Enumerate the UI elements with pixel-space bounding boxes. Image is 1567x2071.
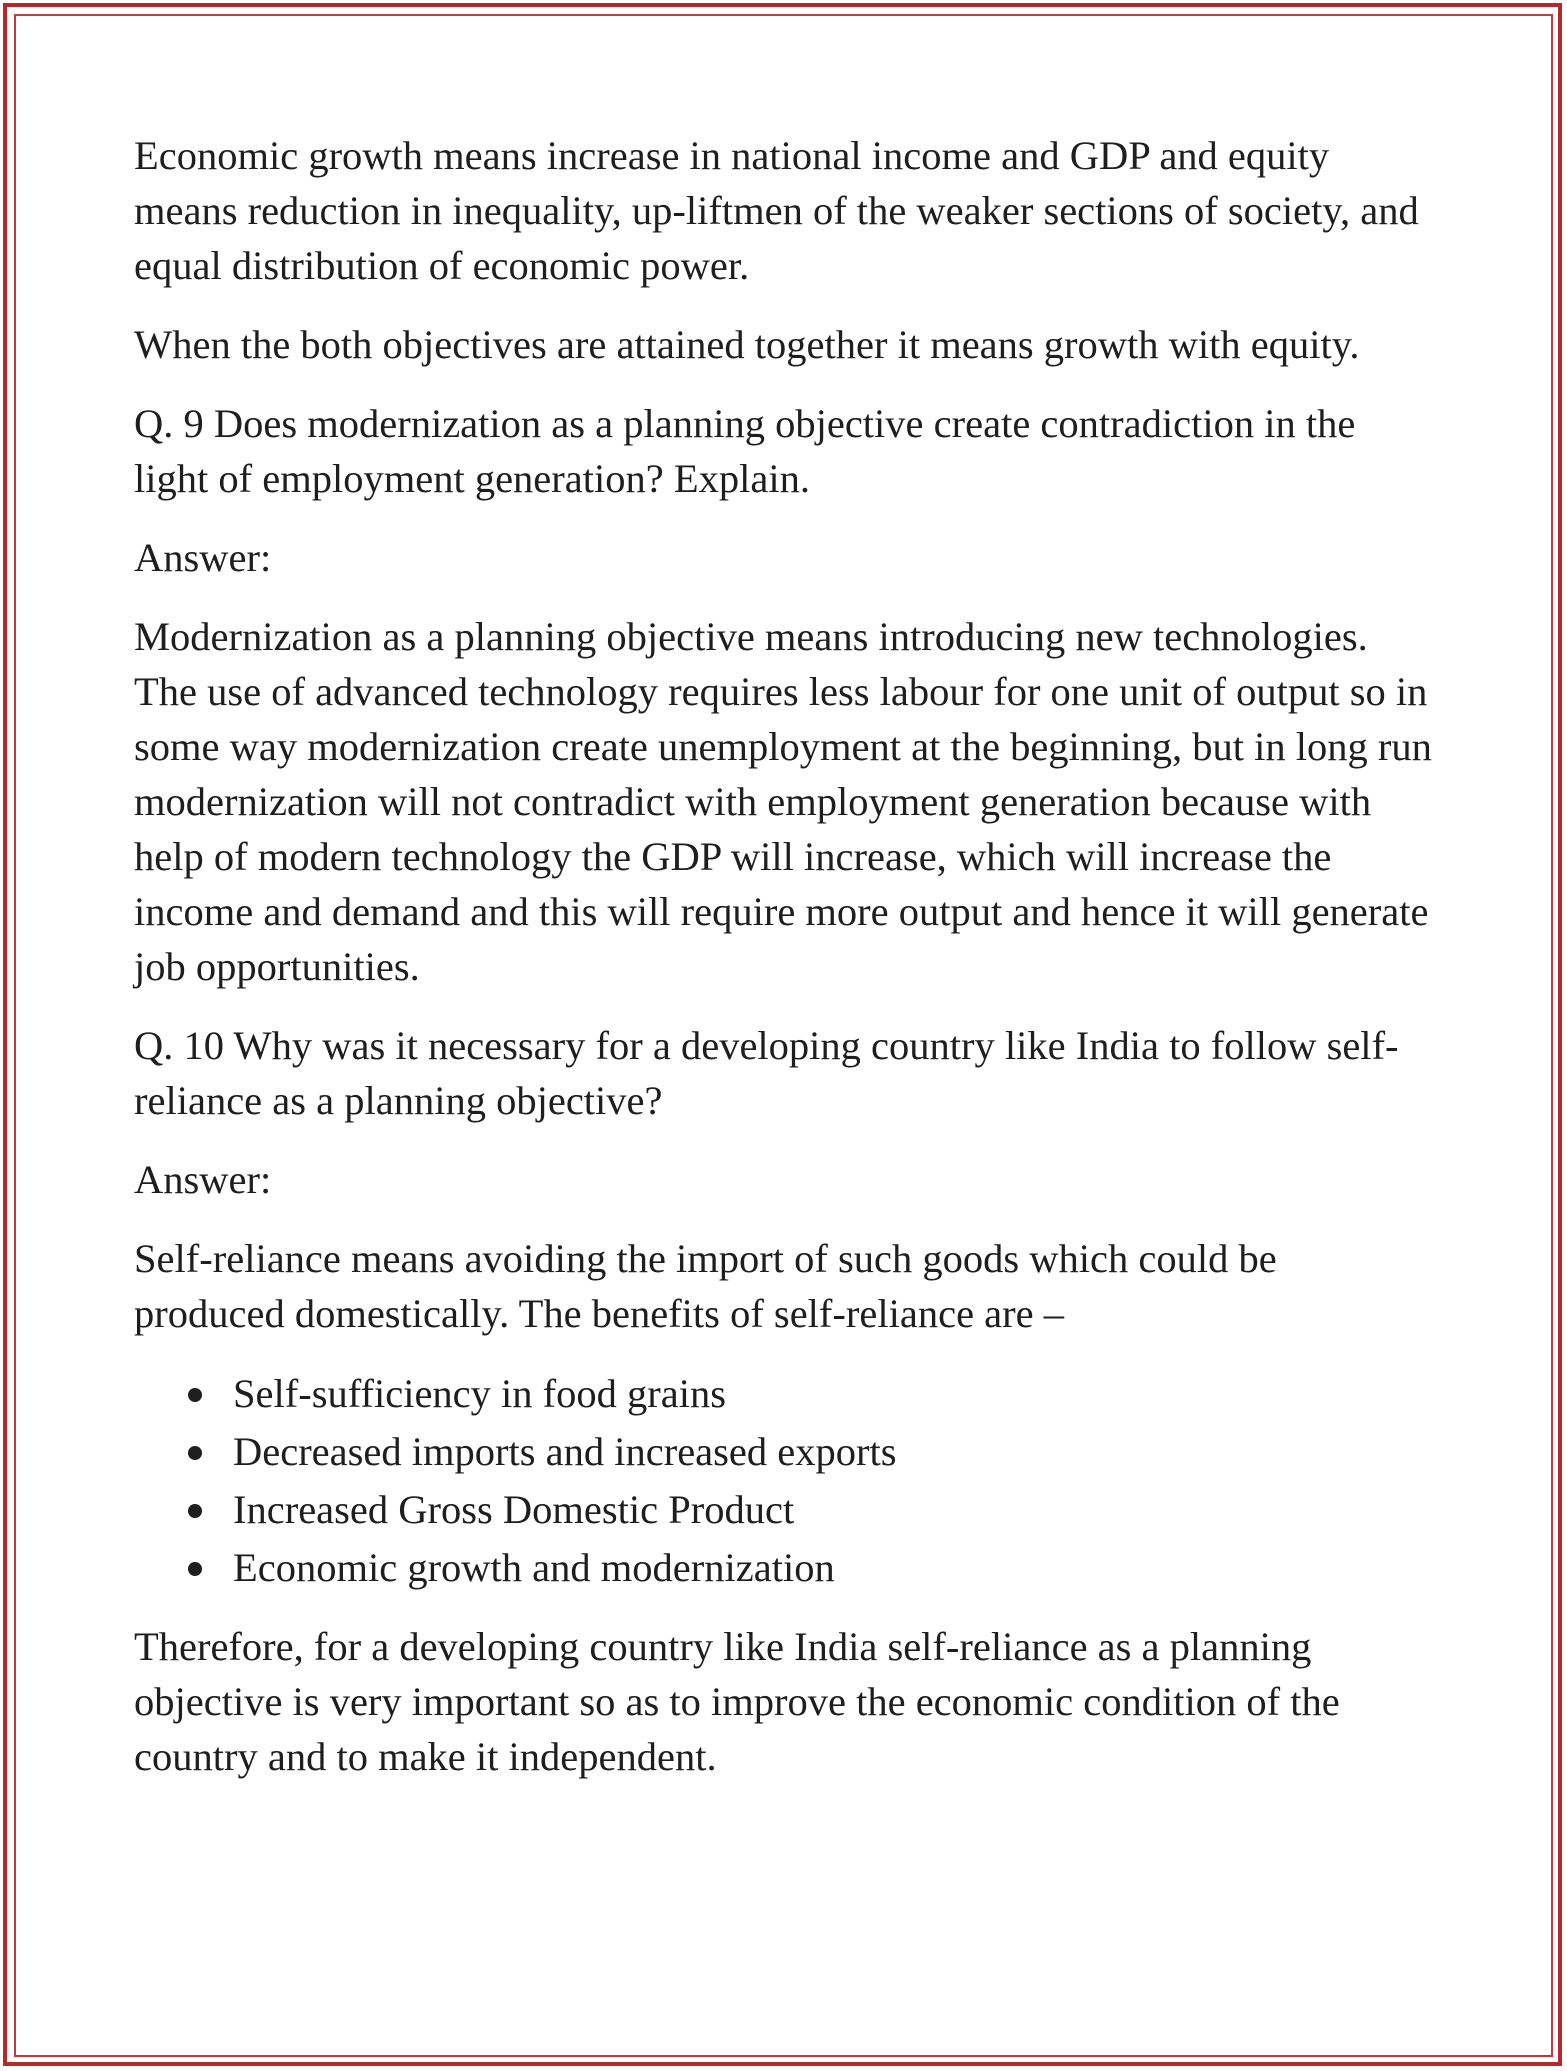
list-item [233,1423,1434,1481]
paragraph-growth-equity-definition: Economic growth means increase in national income and GDP and equity means reduction in inequality, up-liftmen of the weaker sections of society, and equal distribution of economic power. [134,133,1419,288]
answer-10-conclusion: Therefore, for a developing country like India self-reliance as a planning objective is very important so as to improve the economic condition of the country and to make it independent. [134,1624,1340,1779]
list-item [233,1481,1434,1539]
list-item [233,1539,1434,1597]
list-item-text: Increased Gross Domestic Product [233,1487,795,1532]
bullet-icon [188,1562,202,1576]
answer-9: Modernization as a planning objective means introducing new technologies. The use of advanced technology requires less labour for one unit of output so in some way modernization create unemployment at the beginning, but in long run modernization will not contradict with employment generation because with help of modern technology the GDP will increase, which will increase the income and demand and this will require more output and hence it will generate job opportunities. [134,614,1432,989]
list-item [233,1365,1434,1423]
answer-10-intro: Self-reliance means avoiding the import of such goods which could be produced domestically. The benefits of self-reliance are – [134,1236,1277,1336]
list-item-text: Self-sufficiency in food grains [233,1371,727,1416]
document-body [134,128,1434,1808]
paragraph-growth-with-equity: When the both objectives are attained together it means growth with equity. [134,322,1360,367]
bullet-icon [188,1504,202,1518]
answer-label-9: Answer: [134,535,272,580]
list-item-text: Economic growth and modernization [233,1545,835,1590]
answer-label-10: Answer: [134,1157,272,1202]
benefits-list [134,1365,1434,1597]
question-10: Q. 10 Why was it necessary for a developing country like India to follow self-reliance as a planning objective? [134,1023,1399,1123]
list-item-text: Decreased imports and increased exports [233,1429,897,1474]
question-9: Q. 9 Does modernization as a planning objective create contradiction in the light of employment generation? Explain. [134,401,1356,501]
bullet-icon [188,1388,202,1402]
bullet-icon [188,1446,202,1460]
